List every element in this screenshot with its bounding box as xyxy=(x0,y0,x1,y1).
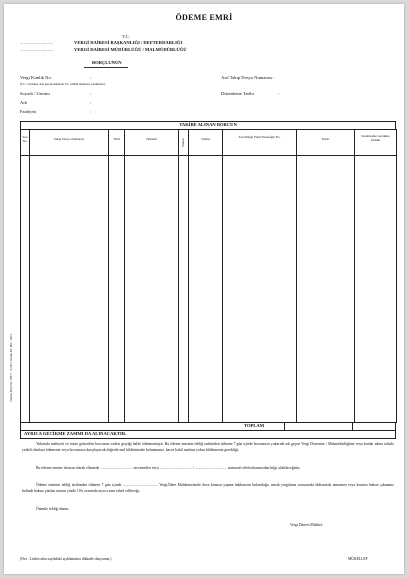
col-tutari xyxy=(297,130,355,156)
document-page xyxy=(4,4,404,574)
col-kesinlesme xyxy=(355,130,397,156)
duzenleme-label: Düzenleme Tarihi xyxy=(221,91,254,96)
col-takip xyxy=(30,130,109,156)
adi-colon: : xyxy=(90,100,92,105)
col-takip-label: Takip Dosya Numarası xyxy=(53,137,85,141)
paragraph-1: Yukarıda mahiyeti ve tutarı gösterilen borcunuz vadesi geçtiği halde ödenmemiştir. Bu ödeme emrinin tebliğ tarihinden itibaren 7 gün içinde borcunuzu yukarıda adı geçen Vergi Dairesine / Malmüdürlüğüne veya bunlar adına tahsile yetkili olanlara ödemeniz veya borcunuzu karşılayacak değerde mal bildiriminde bulunmanız, hacze kabil malınız yoksa bildirmeniz gerekliği, xyxy=(22,442,394,452)
document-title: ÖDEME EMRİ xyxy=(175,13,233,22)
col-donemi-label: Dönemi xyxy=(146,137,157,141)
duzenleme-colon: : xyxy=(278,91,280,96)
table-body-row xyxy=(21,156,397,423)
col-turu xyxy=(109,130,125,156)
table-caption: TAKİBE ALINAN BORCUN xyxy=(179,122,237,127)
vergi-kimlik-label: Vergi Kimlik No. xyxy=(20,75,52,80)
vergi-kimlik-colon: : xyxy=(90,75,92,80)
col-vadesi-small-label: Vadesi xyxy=(180,138,185,148)
cell-takip xyxy=(30,156,109,423)
adi-label: Adı xyxy=(20,100,27,105)
col-tutari-label: Tutarı xyxy=(321,137,330,141)
paragraph-4: Önemle tebliğ olunur. xyxy=(36,507,70,511)
borclunun-underline xyxy=(84,67,128,68)
asil-takip-label: Asıl Takip Dosya Numarası : xyxy=(221,75,275,80)
col-sira xyxy=(21,130,30,156)
col-ait-oldugu-label: Ait Olduğu Fişin/Tutanağın No. xyxy=(238,135,281,139)
cell-tutari xyxy=(297,156,355,423)
col-vadesi xyxy=(189,130,223,156)
cell-vadesi xyxy=(189,156,223,423)
faaliyeti-colon: : xyxy=(90,109,92,114)
col-sira-label: Sıra No. xyxy=(22,135,28,143)
col-kesinlesme-label: Kesinleşme Gecikme Zammı xyxy=(361,134,390,142)
soyadi-label: Soyadı / Unvanı xyxy=(20,91,50,96)
toplam-label: TOPLAM xyxy=(244,422,265,428)
borclunun-label: BORÇLUNUN xyxy=(92,60,122,65)
faaliyeti-label: Faaliyeti xyxy=(20,109,37,114)
col-donemi xyxy=(125,130,179,156)
col-vadesi-small xyxy=(179,130,189,156)
side-form-number: Ödeme Emri No: 19077 - E.M.O. Resim Ed. Md. - 2012 xyxy=(9,334,13,402)
note-text: (Not : Lütfen arka sayfadaki açıklamaları dikkatle okuyunuz.) xyxy=(20,557,112,561)
cell-kesinlesme xyxy=(355,156,397,423)
debt-table xyxy=(20,129,397,423)
cell-vadesi-small xyxy=(179,156,189,423)
tc-label: T.C. xyxy=(122,34,130,39)
col-turu-label: Türü xyxy=(113,137,120,141)
ayrica-text: AYRICA GECİKME ZAMMI DA ALINACAKTIR. xyxy=(24,431,127,436)
header-line1: VERGİ DAİRESİ BAŞKANLIĞI / DEFTERDARLIĞI xyxy=(74,40,183,45)
paragraph-2: Bu ödeme emrine itirazın olarak elimizde .................................. servisinden veya .................................. / .................................. numaralı telefonlarımızdan bilgi alabileceğiniz, xyxy=(36,466,301,470)
toplam-divider-1 xyxy=(284,422,285,430)
col-vadesi-label: Vadesi xyxy=(201,137,210,141)
paragraph-3: Ödeme emrinin tebliğ tarihinden itibaren 7 gün içinde ..................................... Vergi/İdare Mahkemesinde dava konusu yapma hakkınızın bulunduğu, ancak yargılama sonucunda iddianızda tamamen veya kısmen haksız çıkmanız halinde haksız çıkılan tutarın yüzde 10'u oranında ayrıca zam tahsil edileceği, xyxy=(22,483,394,493)
vergi-kimlik-note: (T.C. vatandaşı olan gerçek kişilerde T.C. kimlik numarası yazılmıştır.) xyxy=(20,82,106,86)
table-header-row xyxy=(21,130,397,156)
soyadi-colon: : xyxy=(90,91,92,96)
mukellef-label: MÜKELLEF xyxy=(348,557,368,561)
toplam-divider-2 xyxy=(352,422,353,430)
cell-ait-oldugu xyxy=(223,156,297,423)
col-ait-oldugu xyxy=(223,130,297,156)
cell-sira xyxy=(21,156,30,423)
cell-donemi xyxy=(125,156,179,423)
signer-label: Vergi Dairesi Müdürü xyxy=(290,523,323,527)
header-line2: VERGİ DAİRESİ MÜDÜRLÜĞÜ / MALMÜDÜRLÜĞÜ xyxy=(74,47,187,52)
dots-line2: ............................. xyxy=(20,47,54,52)
cell-turu xyxy=(109,156,125,423)
dots-line1: ............................. xyxy=(20,40,54,45)
